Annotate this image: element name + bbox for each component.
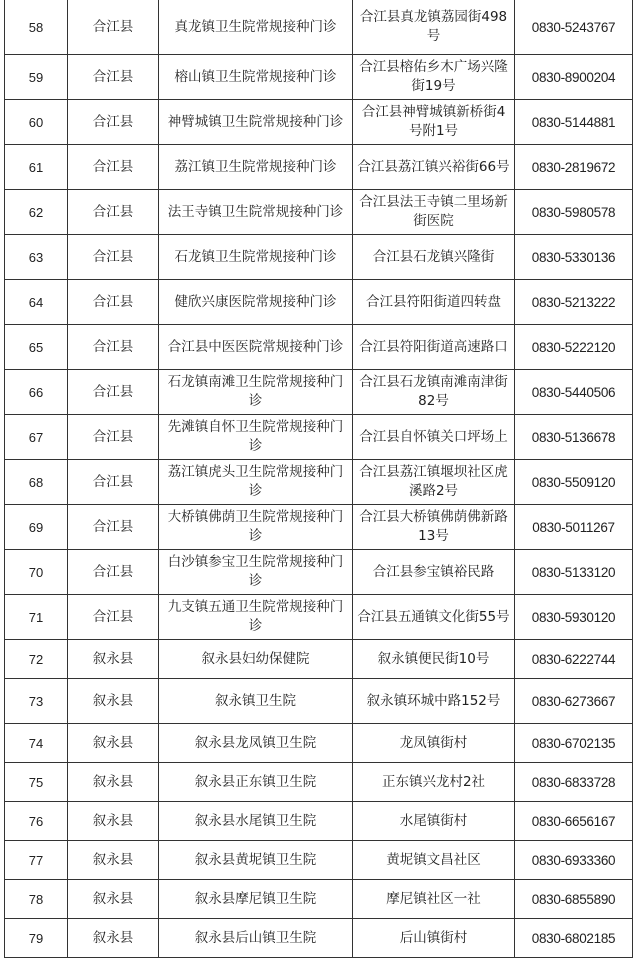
table-row: [5, 460, 633, 505]
clinic-name-cell: 法王寺镇卫生院常规接种门诊: [159, 190, 353, 235]
phone-cell: 0830-6273667: [515, 679, 633, 724]
county-cell: 合江县: [68, 415, 159, 460]
row-number: 75: [5, 763, 68, 802]
county-cell: 合江县: [68, 550, 159, 595]
county-cell: 叙永县: [68, 802, 159, 841]
phone-cell: 0830-2819672: [515, 145, 633, 190]
county-cell: 叙永县: [68, 919, 159, 958]
row-number: 72: [5, 640, 68, 679]
row-number: 63: [5, 235, 68, 280]
row-number: 62: [5, 190, 68, 235]
row-number: 65: [5, 325, 68, 370]
address-cell: 合江县石龙镇兴隆街: [353, 235, 515, 280]
clinic-name-cell: 荔江镇虎头卫生院常规接种门诊: [159, 460, 353, 505]
address-cell: 合江县自怀镇关口坪场上: [353, 415, 515, 460]
clinic-name-cell: 荔江镇卫生院常规接种门诊: [159, 145, 353, 190]
table-row: [5, 370, 633, 415]
row-number: 71: [5, 595, 68, 640]
table-row: [5, 595, 633, 640]
table-row: [5, 0, 633, 55]
table-row: [5, 235, 633, 280]
county-cell: 叙永县: [68, 679, 159, 724]
phone-cell: 0830-6702135: [515, 724, 633, 763]
table-row: [5, 145, 633, 190]
vaccination-clinic-table: [4, 0, 633, 958]
address-cell: 叙永镇便民街10号: [353, 640, 515, 679]
county-cell: 合江县: [68, 55, 159, 100]
table-row: [5, 280, 633, 325]
clinic-name-cell: 健欣兴康医院常规接种门诊: [159, 280, 353, 325]
phone-cell: 0830-6933360: [515, 841, 633, 880]
table-row: [5, 415, 633, 460]
address-cell: 正东镇兴龙村2社: [353, 763, 515, 802]
table-row: [5, 190, 633, 235]
clinic-name-cell: 叙永县黄坭镇卫生院: [159, 841, 353, 880]
row-number: 77: [5, 841, 68, 880]
phone-cell: 0830-5011267: [515, 505, 633, 550]
row-number: 68: [5, 460, 68, 505]
table-row: [5, 919, 633, 958]
row-number: 70: [5, 550, 68, 595]
clinic-name-cell: 合江县中医医院常规接种门诊: [159, 325, 353, 370]
county-cell: 合江县: [68, 505, 159, 550]
phone-cell: 0830-5440506: [515, 370, 633, 415]
address-cell: 合江县参宝镇裕民路: [353, 550, 515, 595]
row-number: 67: [5, 415, 68, 460]
phone-cell: 0830-5213222: [515, 280, 633, 325]
county-cell: 合江县: [68, 100, 159, 145]
row-number: 74: [5, 724, 68, 763]
phone-cell: 0830-6222744: [515, 640, 633, 679]
clinic-name-cell: 榕山镇卫生院常规接种门诊: [159, 55, 353, 100]
row-number: 76: [5, 802, 68, 841]
phone-cell: 0830-5136678: [515, 415, 633, 460]
row-number: 73: [5, 679, 68, 724]
clinic-name-cell: 叙永县妇幼保健院: [159, 640, 353, 679]
phone-cell: 0830-6833728: [515, 763, 633, 802]
row-number: 58: [5, 0, 68, 55]
phone-cell: 0830-6656167: [515, 802, 633, 841]
table-row: [5, 55, 633, 100]
address-cell: 合江县真龙镇荔园街498号: [353, 0, 515, 55]
address-cell: 合江县荔江镇堰坝社区虎溪路2号: [353, 460, 515, 505]
address-cell: 合江县荔江镇兴裕街66号: [353, 145, 515, 190]
address-cell: 龙凤镇街村: [353, 724, 515, 763]
address-cell: 叙永镇环城中路152号: [353, 679, 515, 724]
table-row: [5, 100, 633, 145]
address-cell: 摩尼镇社区一社: [353, 880, 515, 919]
county-cell: 叙永县: [68, 880, 159, 919]
row-number: 60: [5, 100, 68, 145]
phone-cell: 0830-5243767: [515, 0, 633, 55]
row-number: 69: [5, 505, 68, 550]
address-cell: 合江县大桥镇佛荫佛新路13号: [353, 505, 515, 550]
address-cell: 黄坭镇文昌社区: [353, 841, 515, 880]
county-cell: 合江县: [68, 370, 159, 415]
address-cell: 合江县符阳街道高速路口: [353, 325, 515, 370]
clinic-name-cell: 大桥镇佛荫卫生院常规接种门诊: [159, 505, 353, 550]
address-cell: 水尾镇街村: [353, 802, 515, 841]
phone-cell: 0830-6802185: [515, 919, 633, 958]
clinic-name-cell: 叙永县后山镇卫生院: [159, 919, 353, 958]
clinic-name-cell: 先滩镇自怀卫生院常规接种门诊: [159, 415, 353, 460]
phone-cell: 0830-5144881: [515, 100, 633, 145]
address-cell: 合江县法王寺镇二里场新街医院: [353, 190, 515, 235]
clinic-name-cell: 叙永县水尾镇卫生院: [159, 802, 353, 841]
address-cell: 合江县神臂城镇新桥街4号附1号: [353, 100, 515, 145]
county-cell: 叙永县: [68, 763, 159, 802]
county-cell: 叙永县: [68, 724, 159, 763]
address-cell: 合江县石龙镇南滩南津街82号: [353, 370, 515, 415]
row-number: 64: [5, 280, 68, 325]
address-cell: 合江县榕佑乡木广场兴隆街19号: [353, 55, 515, 100]
county-cell: 合江县: [68, 595, 159, 640]
table-row: [5, 763, 633, 802]
table-row: [5, 880, 633, 919]
phone-cell: 0830-5330136: [515, 235, 633, 280]
county-cell: 合江县: [68, 325, 159, 370]
county-cell: 合江县: [68, 460, 159, 505]
clinic-name-cell: 石龙镇卫生院常规接种门诊: [159, 235, 353, 280]
clinic-name-cell: 叙永镇卫生院: [159, 679, 353, 724]
clinic-name-cell: 叙永县龙凤镇卫生院: [159, 724, 353, 763]
row-number: 79: [5, 919, 68, 958]
table-row: [5, 802, 633, 841]
table-row: [5, 679, 633, 724]
address-cell: 合江县五通镇文化街55号: [353, 595, 515, 640]
table-row: [5, 640, 633, 679]
clinic-name-cell: 神臂城镇卫生院常规接种门诊: [159, 100, 353, 145]
phone-cell: 0830-6855890: [515, 880, 633, 919]
county-cell: 合江县: [68, 0, 159, 55]
county-cell: 合江县: [68, 235, 159, 280]
clinic-name-cell: 叙永县摩尼镇卫生院: [159, 880, 353, 919]
address-cell: 合江县符阳街道四转盘: [353, 280, 515, 325]
phone-cell: 0830-5509120: [515, 460, 633, 505]
phone-cell: 0830-5222120: [515, 325, 633, 370]
row-number: 61: [5, 145, 68, 190]
clinic-name-cell: 真龙镇卫生院常规接种门诊: [159, 0, 353, 55]
table-row: [5, 724, 633, 763]
county-cell: 合江县: [68, 280, 159, 325]
table-row: [5, 505, 633, 550]
address-cell: 后山镇街村: [353, 919, 515, 958]
table-row: [5, 325, 633, 370]
clinic-name-cell: 石龙镇南滩卫生院常规接种门诊: [159, 370, 353, 415]
row-number: 59: [5, 55, 68, 100]
county-cell: 合江县: [68, 190, 159, 235]
county-cell: 叙永县: [68, 640, 159, 679]
county-cell: 叙永县: [68, 841, 159, 880]
phone-cell: 0830-8900204: [515, 55, 633, 100]
clinic-name-cell: 九支镇五通卫生院常规接种门诊: [159, 595, 353, 640]
table-row: [5, 550, 633, 595]
table-body: [5, 0, 633, 958]
clinic-name-cell: 叙永县正东镇卫生院: [159, 763, 353, 802]
row-number: 66: [5, 370, 68, 415]
table-row: [5, 841, 633, 880]
county-cell: 合江县: [68, 145, 159, 190]
phone-cell: 0830-5133120: [515, 550, 633, 595]
phone-cell: 0830-5980578: [515, 190, 633, 235]
clinic-name-cell: 白沙镇参宝卫生院常规接种门诊: [159, 550, 353, 595]
row-number: 78: [5, 880, 68, 919]
phone-cell: 0830-5930120: [515, 595, 633, 640]
